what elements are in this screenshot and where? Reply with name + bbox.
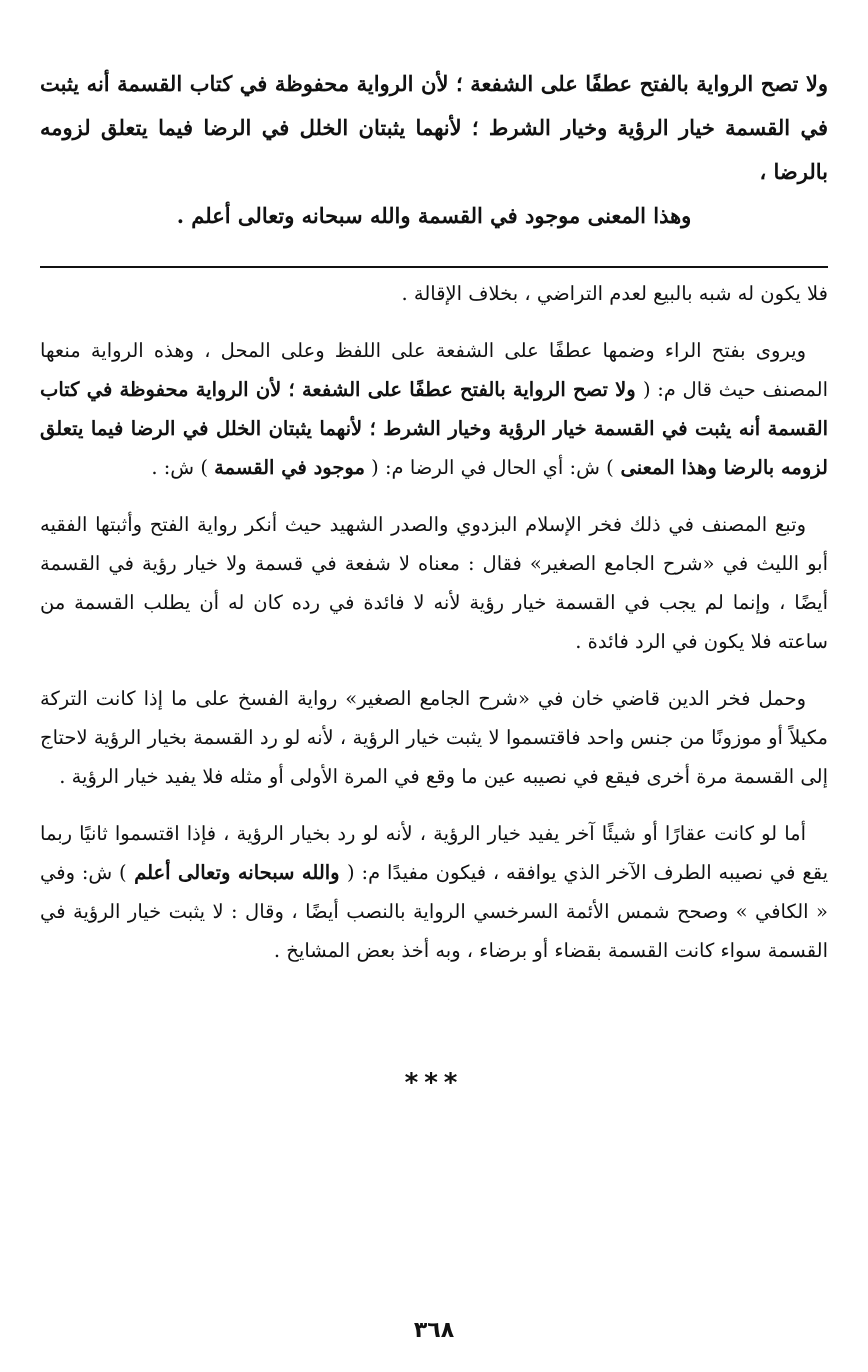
commentary-paragraph-1: فلا يكون له شبه بالبيع لعدم التراضي ، بخلاف الإقالة . xyxy=(401,282,828,305)
main-text xyxy=(40,62,828,238)
main-text-last-line: وهذا المعنى موجود في القسمة والله سبحانه وتعالى أعلم . xyxy=(176,203,692,228)
main-text-body: ولا تصح الرواية بالفتح عطفًا على الشفعة ؛ لأن الرواية محفوظة في كتاب القسمة أنه يثبت في القسمة خيار الرؤية وخيار الشرط ؛ لأنهما يثبتان الخلل في الرضا فيما يتعلق لزومه بالرضا ، xyxy=(40,71,828,184)
p5-text-a: أما لو كانت عقارًا أو شيئًا آخر يفيد خيار الرؤية ، لأنه لو رد بخيار الرؤية ، فإذا اقتسموا ثانيًا ربما يقع في نصيبه الطرف الآخر الذي يوافقه ، فيكون مفيدًا م: ( xyxy=(40,822,828,884)
commentary xyxy=(40,274,828,970)
section-separator: *** xyxy=(404,1068,464,1098)
p2-text-e: ) ش: . xyxy=(151,456,215,479)
p2-quote-d: موجود في القسمة xyxy=(214,456,365,479)
page-number: ٣٦٨ xyxy=(413,1318,455,1343)
p5-text-c: ) ش: وفي « الكافي » وصحح شمس الأئمة السرخسي الرواية بالنصب أيضًا ، وقال : لا يثبت خيار الرؤية في القسمة سواء كانت القسمة بقضاء أو برضاء ، وبه أخذ بعض المشايخ . xyxy=(40,861,828,962)
p2-text-a: ويروى بفتح الراء وضمها عطفًا على الشفعة على اللفظ وعلى المحل ، وهذه الرواية منعها المصنف حيث قال م: ( xyxy=(40,339,828,401)
footnote-divider xyxy=(40,266,828,268)
commentary-paragraph-2 xyxy=(40,331,828,487)
page-content xyxy=(40,62,828,970)
p2-text-c: ) ش: أي الحال في الرضا م: ( xyxy=(364,456,614,479)
commentary-paragraph-3: وتبع المصنف في ذلك فخر الإسلام البزدوي والصدر الشهيد حيث أنكر رواية الفتح وأثبتها الفقيه أبو الليث في «شرح الجامع الصغير» فقال : معناه لا شفعة في قسمة ولا خيار رؤية في القسمة أيضًا ، وإنما لم يجب في القسمة خيار رؤية لأنه لا فائدة في رده كان له أن يطلب القسمة من ساعته فلا يكون في الرد فائدة . xyxy=(40,513,828,653)
commentary-paragraph-5 xyxy=(40,814,828,970)
commentary-paragraph-4: وحمل فخر الدين قاضي خان في «شرح الجامع الصغير» رواية الفسخ على ما إذا كانت التركة مكيلاً أو موزونًا من جنس واحد فاقتسموا لا يثبت خيار الرؤية ، لأنه لو رد القسمة بخيار الرؤية لاحتاج إلى القسمة مرة أخرى فيقع في نصيبه عين ما وقع في المرة الأولى أو مثله فلا يفيد خيار الرؤية . xyxy=(40,687,828,788)
p5-quote-b: والله سبحانه وتعالى أعلم xyxy=(126,861,348,884)
p2-quote-b: ولا تصح الرواية بالفتح عطفًا على الشفعة ؛ لأن الرواية محفوظة في كتاب القسمة أنه يثبت في القسمة خيار الرؤية وخيار الشرط ؛ لأنهما يثبتان الخلل في الرضا فيما يتعلق لزومه بالرضا وهذا المعنى xyxy=(40,378,828,479)
